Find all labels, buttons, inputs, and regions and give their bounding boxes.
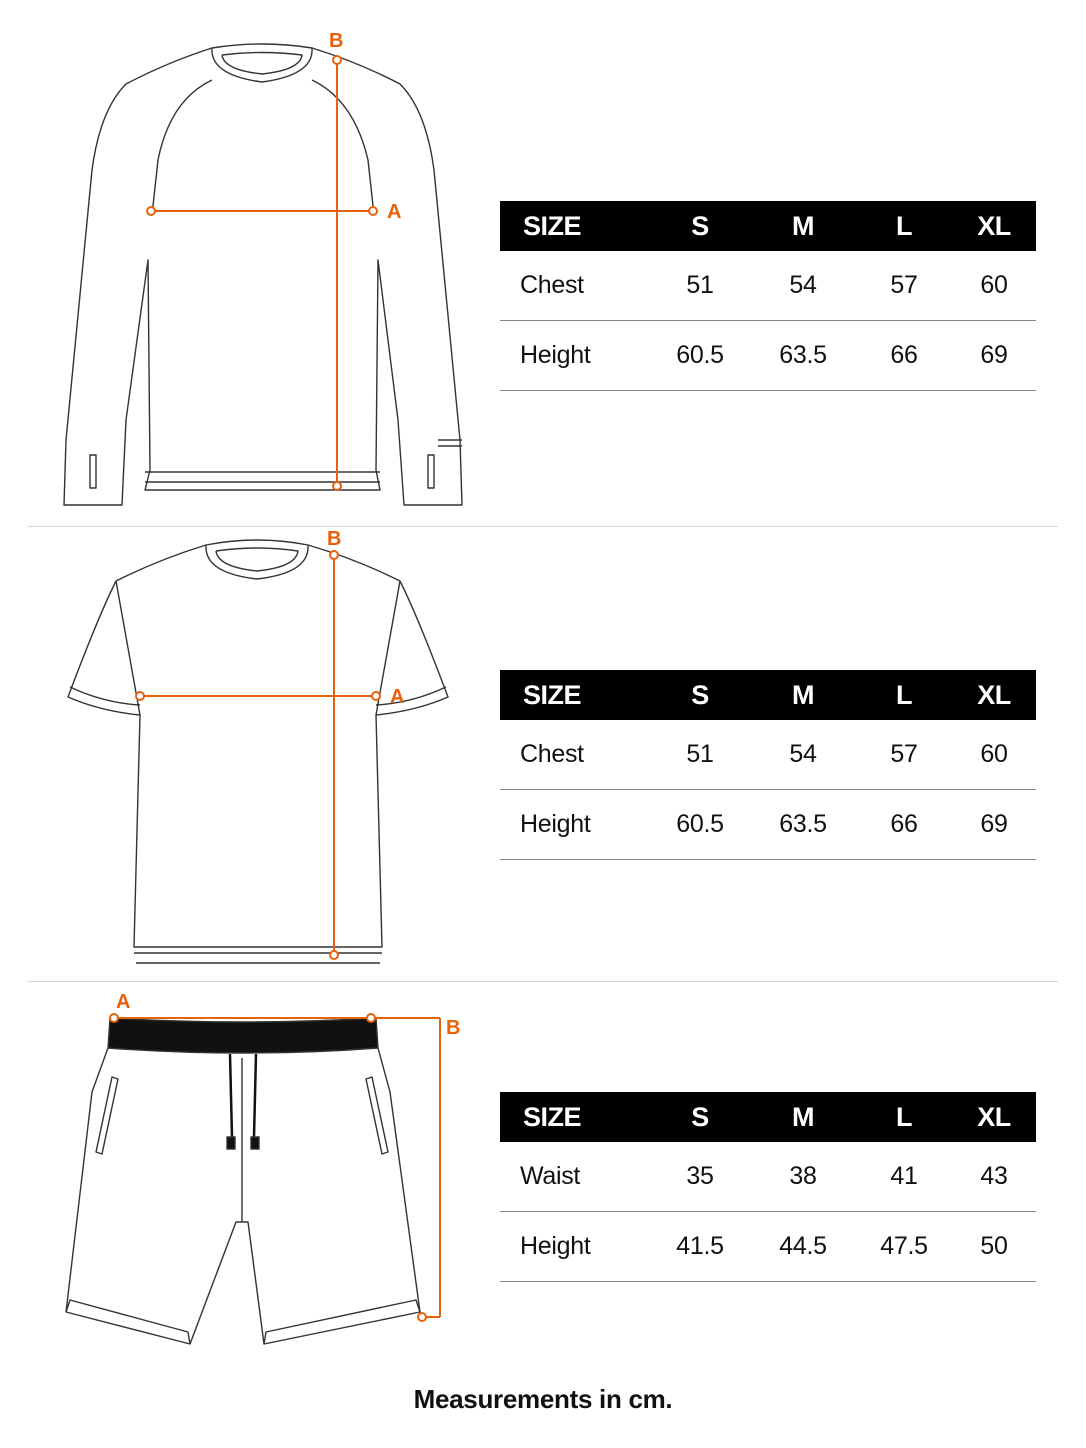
cell-value: 60	[952, 251, 1036, 321]
header-l: L	[856, 670, 952, 720]
row-label: Height	[500, 321, 650, 391]
table-row	[500, 790, 1036, 860]
header-l: L	[856, 1092, 952, 1142]
cell-value: 66	[856, 321, 952, 391]
header-size: SIZE	[500, 670, 650, 720]
table-row	[500, 720, 1036, 790]
marker-a: A	[387, 201, 402, 223]
cell-value: 47.5	[856, 1212, 952, 1282]
cell-value: 35	[650, 1142, 750, 1212]
marker-a: A	[116, 991, 131, 1013]
header-m: M	[750, 1092, 856, 1142]
table-row	[500, 1212, 1036, 1282]
header-xl: XL	[952, 201, 1036, 251]
header-size: SIZE	[500, 201, 650, 251]
header-xl: XL	[952, 1092, 1036, 1142]
header-xl: XL	[952, 670, 1036, 720]
long-sleeve-shirt-illustration	[0, 0, 480, 520]
cell-value: 54	[750, 720, 856, 790]
cell-value: 66	[856, 790, 952, 860]
measurements-footnote: Measurements in cm.	[413, 1384, 673, 1414]
header-size: SIZE	[500, 1092, 650, 1142]
table-row	[500, 321, 1036, 391]
cell-value: 54	[750, 251, 856, 321]
cell-value: 38	[750, 1142, 856, 1212]
header-l: L	[856, 201, 952, 251]
tshirt-illustration	[0, 527, 480, 977]
long-sleeve-section	[0, 0, 1086, 527]
tshirt-size-table	[500, 670, 1036, 860]
cell-value: 43	[952, 1142, 1036, 1212]
cell-value: 60.5	[650, 321, 750, 391]
marker-a: A	[390, 686, 405, 708]
table-row	[500, 1142, 1036, 1212]
row-label: Height	[500, 1212, 650, 1282]
cell-value: 41	[856, 1142, 952, 1212]
table-header-row	[500, 1092, 1036, 1142]
header-m: M	[750, 201, 856, 251]
row-label: Height	[500, 790, 650, 860]
header-s: S	[650, 1092, 750, 1142]
header-s: S	[650, 201, 750, 251]
cell-value: 63.5	[750, 790, 856, 860]
shorts-size-table	[500, 1092, 1036, 1282]
cell-value: 60.5	[650, 790, 750, 860]
header-s: S	[650, 670, 750, 720]
table-header-row	[500, 670, 1036, 720]
cell-value: 69	[952, 321, 1036, 391]
cell-value: 41.5	[650, 1212, 750, 1282]
table-header-row	[500, 201, 1036, 251]
table-row	[500, 251, 1036, 321]
long-sleeve-size-table	[500, 201, 1036, 391]
row-label: Chest	[500, 720, 650, 790]
cell-value: 50	[952, 1212, 1036, 1282]
tshirt-section	[0, 527, 1086, 981]
marker-b: B	[327, 528, 342, 550]
cell-value: 51	[650, 251, 750, 321]
marker-b: B	[329, 30, 344, 52]
row-label: Chest	[500, 251, 650, 321]
marker-b: B	[446, 1017, 461, 1039]
header-m: M	[750, 670, 856, 720]
cell-value: 60	[952, 720, 1036, 790]
cell-value: 57	[856, 251, 952, 321]
cell-value: 51	[650, 720, 750, 790]
shorts-illustration	[0, 982, 480, 1362]
cell-value: 57	[856, 720, 952, 790]
shorts-section	[0, 982, 1086, 1382]
cell-value: 63.5	[750, 321, 856, 391]
row-label: Waist	[500, 1142, 650, 1212]
cell-value: 44.5	[750, 1212, 856, 1282]
cell-value: 69	[952, 790, 1036, 860]
